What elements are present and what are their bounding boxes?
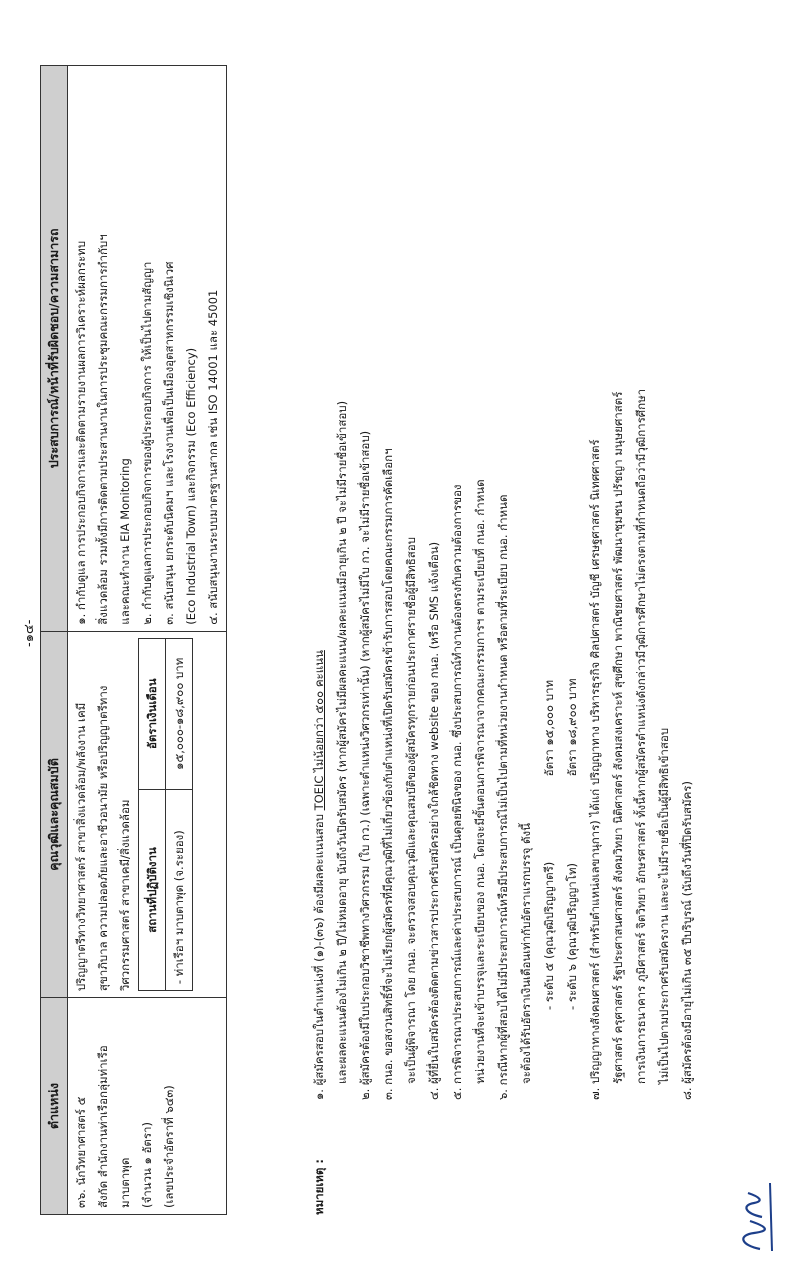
qualification-cell bbox=[68, 631, 227, 997]
qualification-line: วิศวกรรมศาสตร์ สาขาเคมี/สิ่งแวดล้อม bbox=[118, 799, 132, 992]
header-position: ตำแหน่ง bbox=[41, 998, 68, 1215]
note-1-continued: และผลคะแนนต้องไม่เกิน ๒ ปี/ไม่หมดอายุ นับถึงวันปิดรับสมัคร (หากผู้สมัครไม่มีผลคะแนน/ผลคะแนนมีอายุเกิน ๒ ปี จะไม่มีรายชื่อเข้าสอบ) bbox=[335, 400, 349, 1084]
position-cell bbox=[68, 998, 227, 1215]
page-number: -๑๔- bbox=[22, 619, 37, 647]
salary-level-6-amount: อัตรา ๑๘,๙๐๐ บาท bbox=[565, 678, 579, 777]
experience-line: (Eco Industrial Town) และกิจกรรม (Eco Efficiency) bbox=[184, 347, 198, 625]
salary-level-6 bbox=[561, 70, 584, 1100]
note-1 bbox=[308, 70, 331, 1100]
experience-line: ๒. กำกับดูแลการประกอบกิจการของผู้ประกอบกิจการ ให้เป็นไปตามสัญญา bbox=[140, 261, 154, 625]
position-title: ๓๖. นักวิทยาศาสตร์ ๕ bbox=[74, 1096, 88, 1208]
salary-header: อัตราเงินเดือน bbox=[139, 638, 166, 789]
salary-level-5-amount: อัตรา ๑๕,๐๐๐ บาท bbox=[542, 679, 556, 777]
notes-body bbox=[308, 70, 699, 1100]
experience-line: และคณะทำงาน EIA Monitoring bbox=[118, 458, 132, 625]
table-row bbox=[68, 66, 227, 1215]
note-4: ๔. ผู้ที่ยื่นใบสมัครต้องติดตามข่าวสารประกาศรับสมัครอย่างใกล้ชิดทาง website ของ กนอ. (หรือ SMS แจ้งเตือน) bbox=[427, 541, 441, 1100]
note-8: ๘. ผู้สมัครต้องมีอายุไม่เกิน ๓๕ ปีบริบูรณ์ (นับถึงวันที่ปิดรับสมัคร) bbox=[680, 781, 694, 1100]
experience-line: ๔. สนับสนุนงานระบบมาตรฐานสากล เช่น ISO 14001 และ 45001 bbox=[206, 289, 220, 625]
position-count: (จำนวน ๑ อัตรา) bbox=[140, 1122, 154, 1208]
note-7-continued-1: รัฐศาสตร์ ครุศาสตร์ รัฐประศาสนศาสตร์ สังคมวิทยา นิติศาสตร์ สังคมสงเคราะห์ สุขศึกษา พาณิชยศาสตร์ พัฒนาชุมชน ปรัชญา มนุษยศาสตร์ bbox=[611, 391, 625, 1084]
note-1-toeic: TOEIC ไม่น้อยกว่า ๕๐๐ คะแนน bbox=[312, 650, 326, 811]
workplace-salary-table bbox=[138, 638, 193, 991]
job-table bbox=[40, 65, 227, 1215]
note-2: ๒. ผู้สมัครต้องมีใบประกอบวิชาชีพทางวิศวกรรม (ใบ กว.) (เฉพาะตำแหน่งวิศวกรเท่านั้น) (หากผู้สมัครไม่มีใบ กว. จะไม่มีรายชื่อเข้าสอบ) bbox=[358, 430, 372, 1100]
note-5: ๕. การพิจารณาประสบการณ์และค่าประสบการณ์ เป็นดุลยพินิจของ กนอ. ซึ่งประสบการณ์ทำงานต้องตรงกับความต้องการของ bbox=[450, 484, 464, 1100]
note-3-continued: จะเป็นผู้พิจารณา โดย กนอ. จะตรวจสอบคุณวุฒิและคุณสมบัติของผู้สมัครทุกรายก่อนประกาศรายชื่อผู้มีสิทธิสอบ bbox=[404, 537, 418, 1084]
position-office: สังกัด สำนักงานท่าเรือกลุ่มท่าเรือมาบตาพุด bbox=[96, 1045, 132, 1208]
note-6: ๖. กรณีหากผู้ที่สอบได้ไม่มีประสบการณ์หรือมีประสบการณ์ไม่เป็นไปตามที่หน่วยงานกำหนด หรือตามที่ระเบียบ กนอ. กำหนด bbox=[496, 494, 510, 1100]
note-7-continued-3: ไม่เป็นไปตามประกาศรับสมัครงาน และจะไม่มีรายชื่อเป็นผู้มีสิทธิเข้าสอบ bbox=[657, 727, 671, 1084]
experience-line: ๓. สนับสนุน ยกระดับนิคมฯ และโรงงานเพื่อเป็นเมืองอุตสาหกรรมเชิงนิเวศ bbox=[162, 261, 176, 625]
note-5-continued: หน่วยงานที่จะเข้าบรรจุและระเบียบของ กนอ. โดยจะมีขั้นตอนการพิจารณาจากคณะกรรมการฯ ตามระเบียบที่ กนอ. กำหนด bbox=[473, 479, 487, 1084]
salary-value: ๑๕,๐๐๐-๑๘,๙๐๐ บาท bbox=[166, 638, 193, 789]
table-header-row bbox=[41, 66, 68, 1215]
workplace-value: - ท่าเรือฯ มาบตาพุด (จ.ระยอง) bbox=[166, 789, 193, 990]
header-qualification: คุณวุฒิและคุณสมบัติ bbox=[41, 631, 68, 997]
experience-line: สิ่งแวดล้อม รวมทั้งมีการติดตามประสานงานในการประชุมคณะกรรมการกำกับฯ bbox=[96, 234, 110, 625]
qualification-line: ปริญญาตรีทางวิทยาศาสตร์ สาขาสิ่งแวดล้อม/พลังงาน เคมี bbox=[74, 702, 88, 992]
workplace-header: สถานที่ปฏิบัติงาน bbox=[139, 789, 166, 990]
salary-level-5 bbox=[538, 70, 561, 1100]
experience-line: ๑. กำกับดูแล การประกอบกิจการและติดตามรายงานผลการวิเคราะห์ผลกระทบ bbox=[74, 240, 88, 625]
note-7: ๗. ปริญญาทางสังคมศาสตร์ (สำหรับตำแหน่งเลขานุการ) ได้แก่ ปริญญาทาง บริหารธุรกิจ ศิลปศาสตร์ บัญชี เศรษฐศาสตร์ นิเทศศาสตร์ bbox=[588, 439, 602, 1100]
handwritten-signature bbox=[720, 1177, 780, 1257]
position-number: (เลขประจำอัตราที่ ๖๔๓) bbox=[162, 1085, 176, 1208]
note-3: ๓. กนอ. ขอสงวนสิทธิ์ที่จะไม่เรียกผู้สมัครที่มีคุณวุฒิที่ไม่เกี่ยวข้องกับตำแหน่งที่เปิดรับสมัครเข้ารับการสอบโดยคณะกรรมการคัดเลือกฯ bbox=[381, 448, 395, 1100]
notes-label: หมายเหตุ : bbox=[312, 1159, 326, 1215]
qualification-line: สุขาภิบาล ความปลอดภัยและอาชีวอนามัย หรือปริญญาตรีทาง bbox=[96, 685, 110, 992]
note-1-text: ๑. ผู้สมัครสอบในตำแหน่งที่ (๑)-(๓๖) ต้องมีผลคะแนนสอบ bbox=[312, 814, 326, 1100]
salary-level-6-label: - ระดับ ๖ (คุณวุฒิปริญญาโท) bbox=[565, 862, 579, 1010]
salary-level-5-label: - ระดับ ๕ (คุณวุฒิปริญญาตรี) bbox=[542, 861, 556, 1010]
note-7-continued-2: การเงินการธนาคาร ภูมิศาสตร์ จิตวิทยา อักษรศาสตร์ ทั้งนี้หากผู้สมัครตำแหน่งดังกล่าวมีวุฒิการศึกษาไม่ตรงตามที่กำหนดถือว่ามีวุฒิการศึกษา bbox=[634, 388, 648, 1084]
note-6-continued: จะต้องได้รับอัตราเงินเดือนเท่ากับอัตราแรกบรรจุ ดังนี้ bbox=[519, 822, 533, 1084]
header-experience: ประสบการณ์/หน้าที่รับผิดชอบ/ความสามารถ bbox=[41, 66, 68, 632]
experience-cell bbox=[68, 66, 227, 632]
